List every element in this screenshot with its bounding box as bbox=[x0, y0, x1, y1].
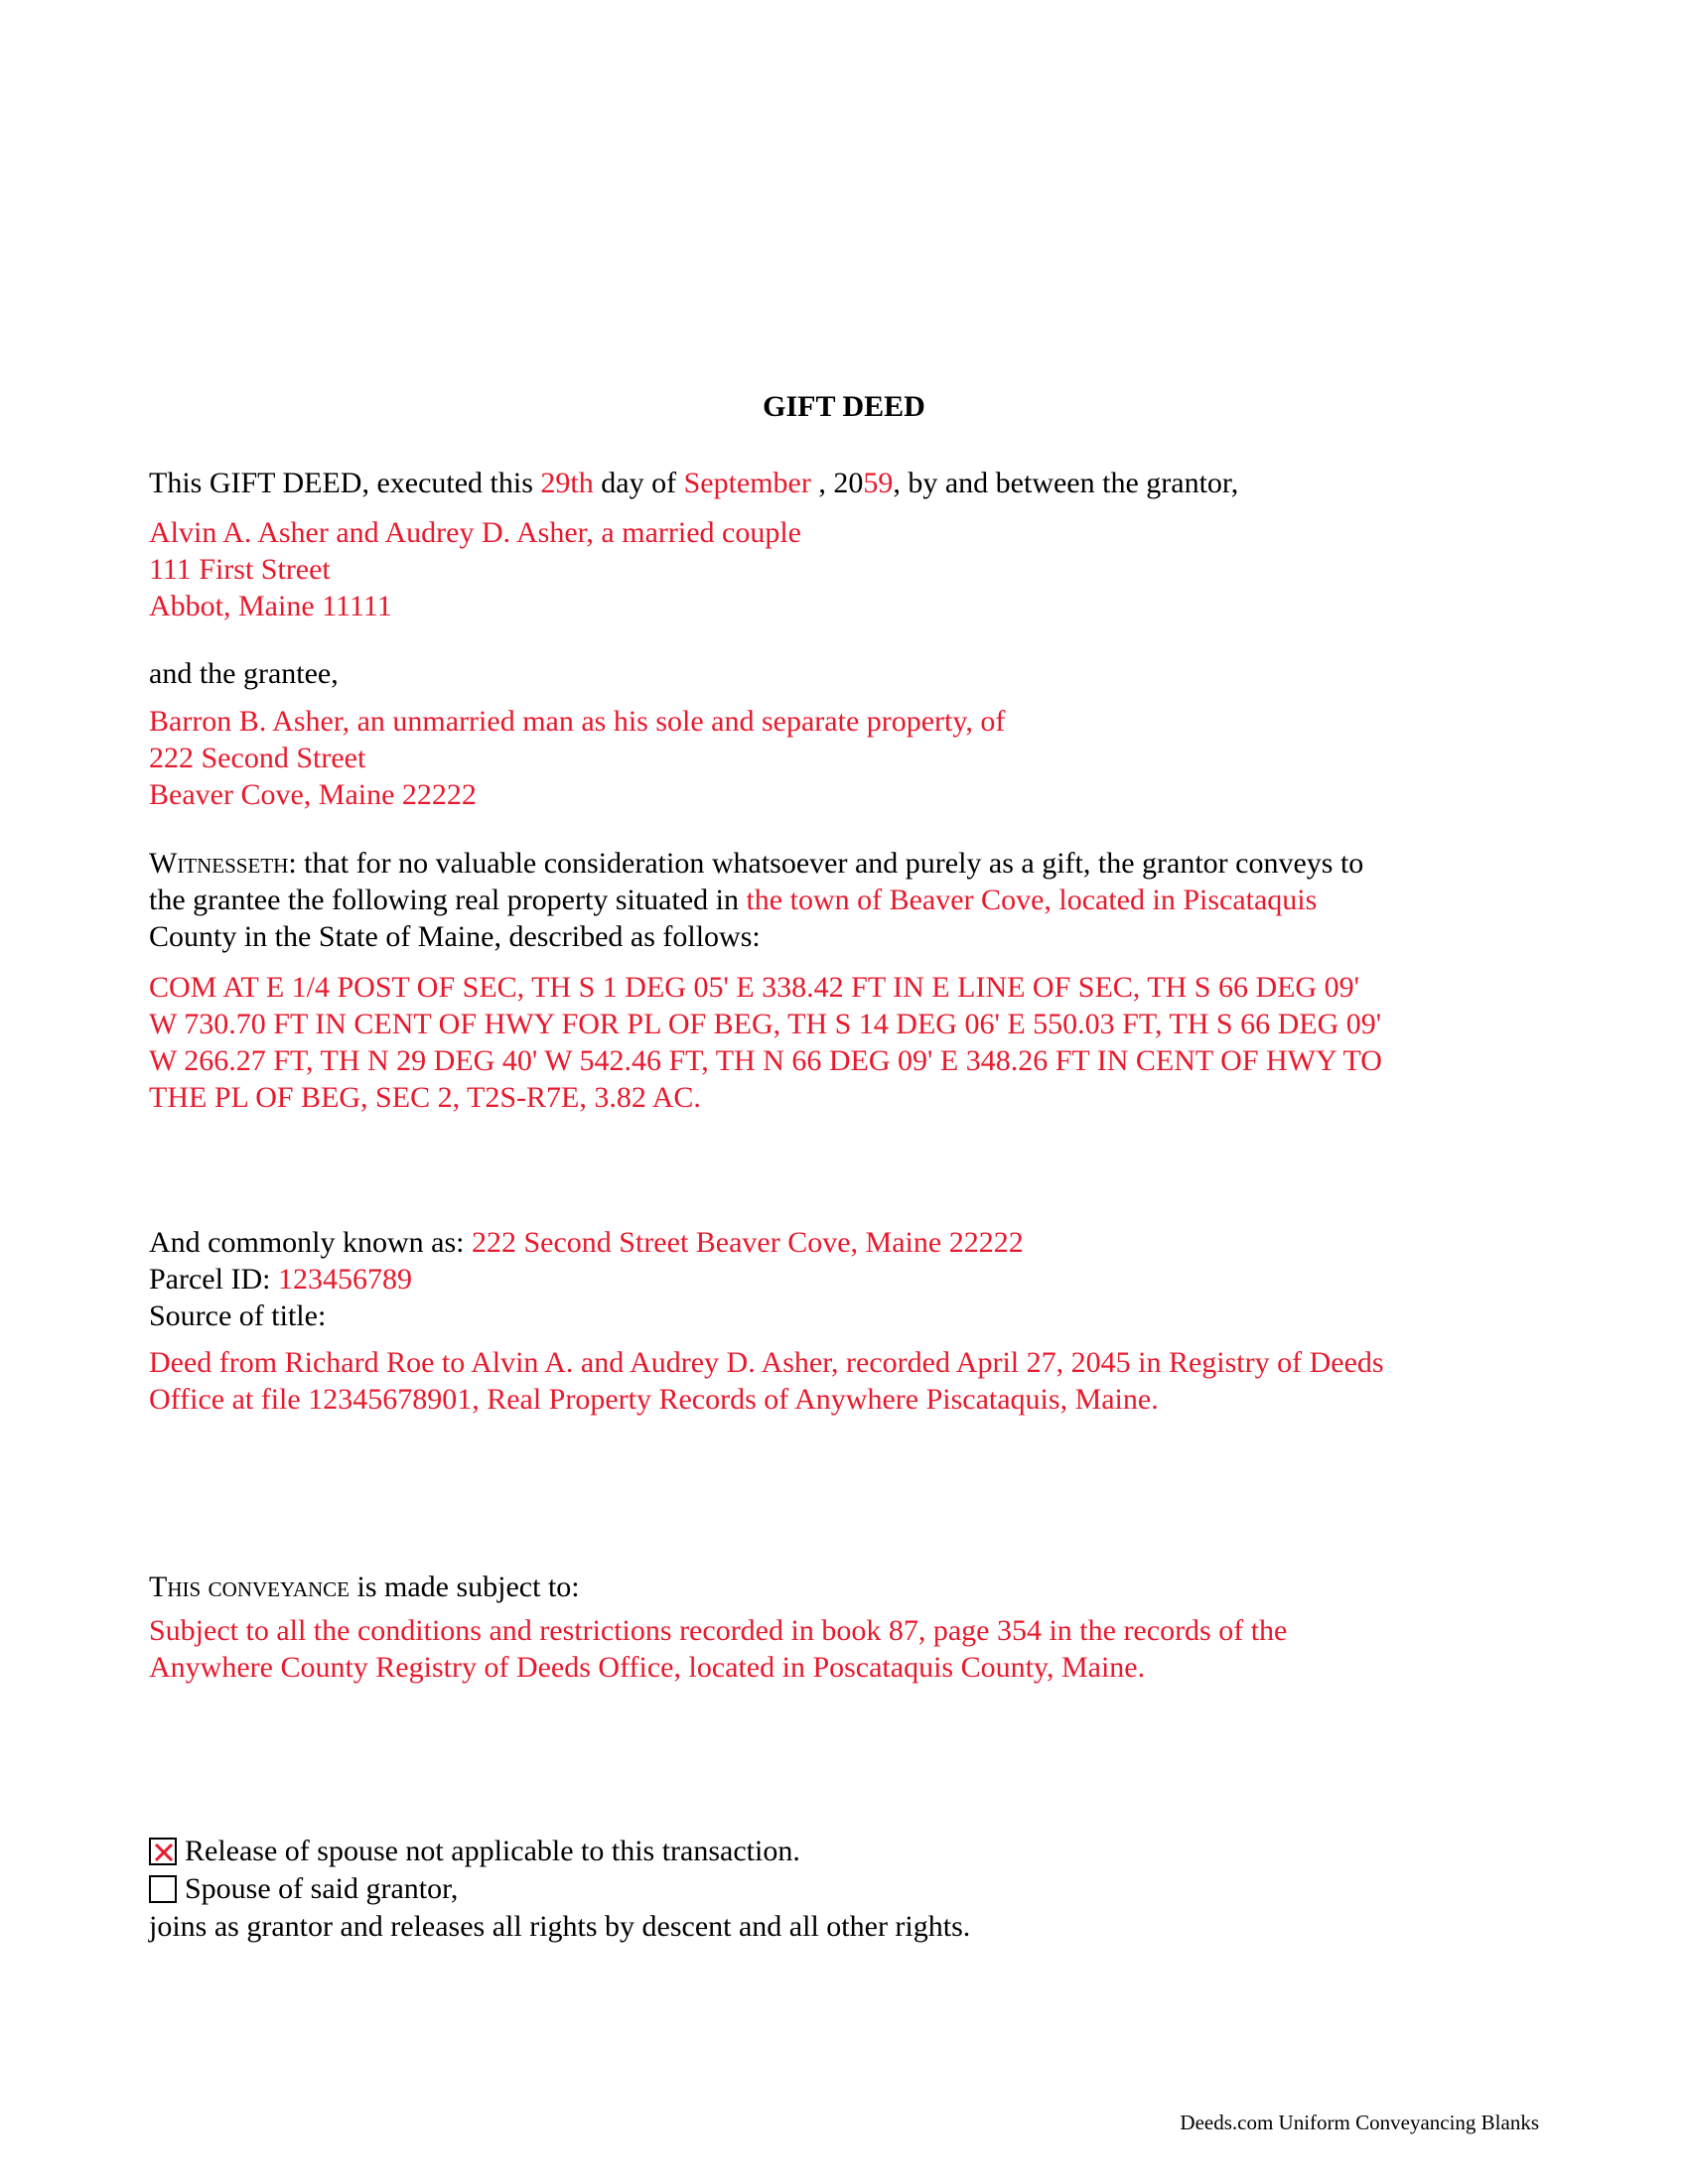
intro-executed: , executed this bbox=[361, 467, 533, 499]
source-of-title-line: Office at file 12345678901, Real Property Records of Anywhere Piscataquis, Maine. bbox=[149, 1383, 1159, 1416]
intro-between: , by and between the grantor, bbox=[893, 467, 1239, 499]
subject-to-line: Anywhere County Registry of Deeds Office, located in Poscataquis County, Maine. bbox=[149, 1651, 1146, 1684]
subject-to-line: Subject to all the conditions and restrictions recorded in book 87, page 354 in the records of the bbox=[149, 1614, 1288, 1647]
witnesseth-label: Witnesseth bbox=[149, 847, 289, 880]
grantor-street: 111 First Street bbox=[149, 553, 331, 586]
footer: Deeds.com Uniform Conveyancing Blanks bbox=[1180, 2111, 1539, 2134]
source-of-title-line: Deed from Richard Roe to Alvin A. and Audrey D. Asher, recorded April 27, 2045 in Registry of Deeds bbox=[149, 1346, 1384, 1379]
commonly-known-line bbox=[149, 1224, 1024, 1261]
execution-year: 59 bbox=[863, 467, 894, 499]
legal-description-line: W 730.70 FT IN CENT OF HWY FOR PL OF BEG, TH S 14 DEG 06' E 550.03 FT, TH S 66 DEG 09' bbox=[149, 1008, 1382, 1040]
conveyance-line bbox=[149, 1569, 580, 1605]
release-not-applicable-checkbox[interactable] bbox=[149, 1838, 177, 1865]
legal-description-line: W 266.27 FT, TH N 29 DEG 40' W 542.46 FT, TH N 66 DEG 09' E 348.26 FT IN CENT OF HWY TO bbox=[149, 1044, 1382, 1077]
legal-description-line: COM AT E 1/4 POST OF SEC, TH S 1 DEG 05' E 338.42 FT IN E LINE OF SEC, TH S 66 DEG 09' bbox=[149, 971, 1359, 1004]
spouse-of-grantor-checkbox[interactable] bbox=[149, 1875, 177, 1903]
intro-line bbox=[149, 465, 1238, 501]
and-grantee: and the grantee, bbox=[149, 657, 339, 690]
witnesseth-prefix: the grantee the following real property situated in bbox=[149, 884, 739, 916]
document-title: GIFT DEED bbox=[763, 390, 925, 423]
parcel-value: 123456789 bbox=[277, 1263, 412, 1296]
spouse-option-1-label: Release of spouse not applicable to this transaction. bbox=[185, 1835, 800, 1867]
parcel-label: Parcel ID: bbox=[149, 1263, 271, 1296]
legal-description-line: THE PL OF BEG, SEC 2, T2S-R7E, 3.82 AC. bbox=[149, 1081, 701, 1114]
source-label: Source of title: bbox=[149, 1299, 327, 1332]
witnesseth-line-2 bbox=[149, 882, 1317, 918]
commonly-known-value: 222 Second Street Beaver Cove, Maine 22222 bbox=[471, 1226, 1024, 1259]
spouse-closing: joins as grantor and releases all rights by descent and all other rights. bbox=[149, 1910, 971, 1943]
witnesseth-line-1 bbox=[149, 845, 1363, 882]
spouse-option-2 bbox=[149, 1870, 458, 1907]
property-location: the town of Beaver Cove, located in Piscataquis bbox=[746, 884, 1318, 916]
execution-day: 29th bbox=[540, 467, 594, 499]
witnesseth-text: : that for no valuable consideration whatsoever and purely as a gift, the grantor conveys to bbox=[288, 847, 1364, 880]
grantor-name: Alvin A. Asher and Audrey D. Asher, a married couple bbox=[149, 516, 801, 549]
intro-this: This bbox=[149, 467, 203, 499]
conveyance-label: This conveyance bbox=[149, 1570, 350, 1603]
intro-day-of: day of bbox=[601, 467, 677, 499]
witnesseth-line-3: County in the State of Maine, described as follows: bbox=[149, 920, 761, 953]
spouse-option-1 bbox=[149, 1833, 800, 1869]
execution-month: September bbox=[683, 467, 811, 499]
grantee-street: 222 Second Street bbox=[149, 742, 366, 774]
spouse-option-2-label: Spouse of said grantor, bbox=[185, 1872, 459, 1905]
grantee-city: Beaver Cove, Maine 22222 bbox=[149, 778, 477, 811]
commonly-known-label: And commonly known as: bbox=[149, 1226, 465, 1259]
parcel-line bbox=[149, 1261, 412, 1297]
grantor-city: Abbot, Maine 11111 bbox=[149, 590, 392, 622]
intro-gift-deed: GIFT DEED bbox=[209, 467, 362, 499]
conveyance-rest: is made subject to: bbox=[350, 1570, 580, 1603]
grantee-name: Barron B. Asher, an unmarried man as his sole and separate property, of bbox=[149, 705, 1006, 738]
intro-year-prefix: , 20 bbox=[810, 467, 864, 499]
x-mark-icon bbox=[154, 1843, 174, 1862]
